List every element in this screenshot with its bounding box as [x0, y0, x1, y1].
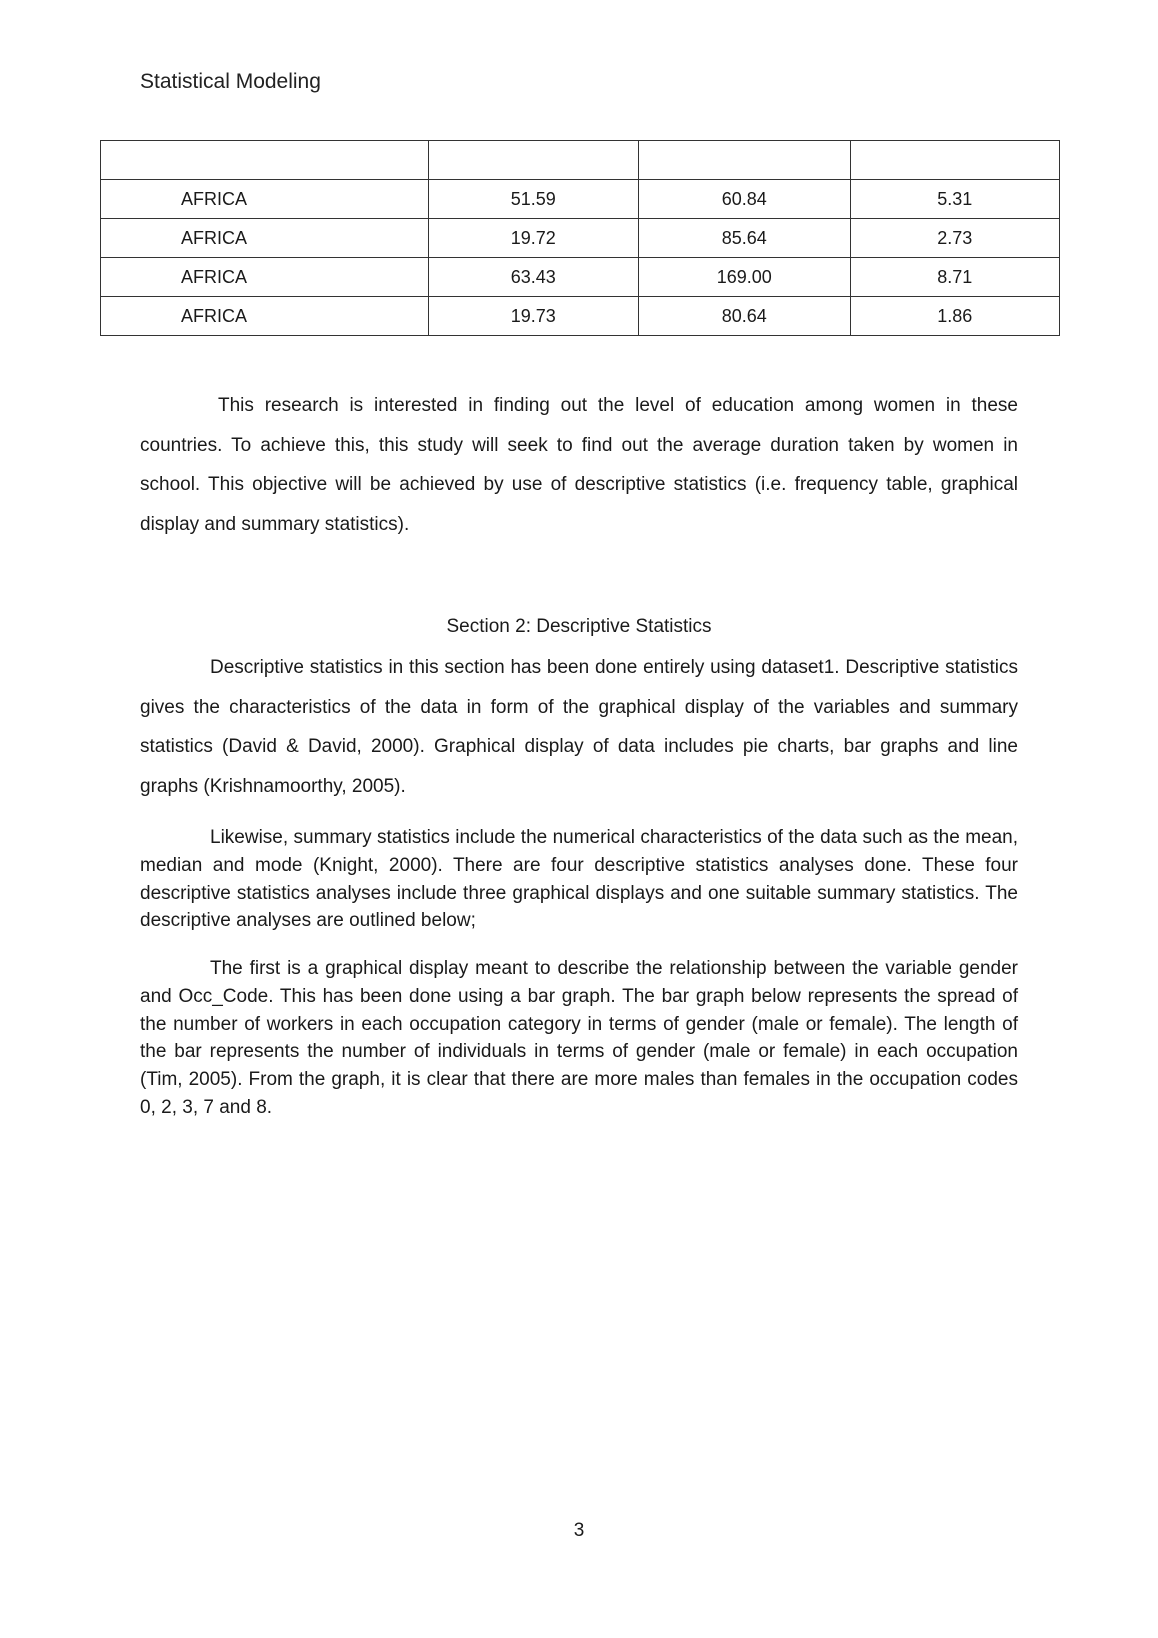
table-cell: 63.43 [428, 258, 638, 297]
page-number: 3 [573, 1520, 585, 1541]
data-table [100, 140, 1060, 336]
table-cell: 85.64 [639, 219, 851, 258]
body-paragraph-1: Descriptive statistics in this section has been done entirely using dataset1. Descriptive statistics gives the characteristics of the data in form of the graphical display of the variables and summary statistics (David & David, 2000). Graphical display of data includes pie charts, bar graphs and line graphs (Krishnamoorthy, 2005). [140, 657, 1018, 797]
section-heading: Section 2: Descriptive Statistics [446, 616, 712, 637]
table-cell [850, 141, 1059, 180]
table-cell [639, 141, 851, 180]
intro-paragraph: This research is interested in finding out the level of education among women in these countries. To achieve this, this study will seek to find out the average duration taken by women in school. This objective will be achieved by use of descriptive statistics (i.e. frequency table, graphical display and summary statistics). [140, 395, 1018, 535]
table-cell-region: AFRICA [101, 258, 429, 297]
table-cell: 51.59 [428, 180, 638, 219]
table-cell: 5.31 [850, 180, 1059, 219]
table-cell: 1.86 [850, 297, 1059, 336]
table-row [101, 180, 1060, 219]
table-cell: 8.71 [850, 258, 1059, 297]
table-cell: 169.00 [639, 258, 851, 297]
table-cell: 19.73 [428, 297, 638, 336]
table-cell-region: AFRICA [101, 297, 429, 336]
table-row [101, 297, 1060, 336]
table-cell-region: AFRICA [101, 180, 429, 219]
table-row [101, 258, 1060, 297]
table-cell: 80.64 [639, 297, 851, 336]
table-cell-region: AFRICA [101, 219, 429, 258]
running-header-title: Statistical Modeling [140, 70, 321, 93]
table-cell [101, 141, 429, 180]
table-cell: 60.84 [639, 180, 851, 219]
body-paragraph-2: Likewise, summary statistics include the numerical characteristics of the data such as the mean, median and mode (Knight, 2000). There are four descriptive statistics analyses done. These four descriptive statistics analyses include three graphical displays and one suitable summary statistics. The descriptive analyses are outlined below; [140, 827, 1018, 932]
table-cell: 2.73 [850, 219, 1059, 258]
table-header-row [101, 141, 1060, 180]
table-cell [428, 141, 638, 180]
table-cell: 19.72 [428, 219, 638, 258]
table-row [101, 219, 1060, 258]
body-paragraph-3: The first is a graphical display meant to describe the relationship between the variable gender and Occ_Code. This has been done using a bar graph. The bar graph below represents the spread of the number of workers in each occupation category in terms of gender (male or female). The length of the bar represents the number of individuals in terms of gender (male or female) in each occupation (Tim, 2005). From the graph, it is clear that there are more males than females in the occupation codes 0, 2, 3, 7 and 8. [140, 958, 1018, 1118]
